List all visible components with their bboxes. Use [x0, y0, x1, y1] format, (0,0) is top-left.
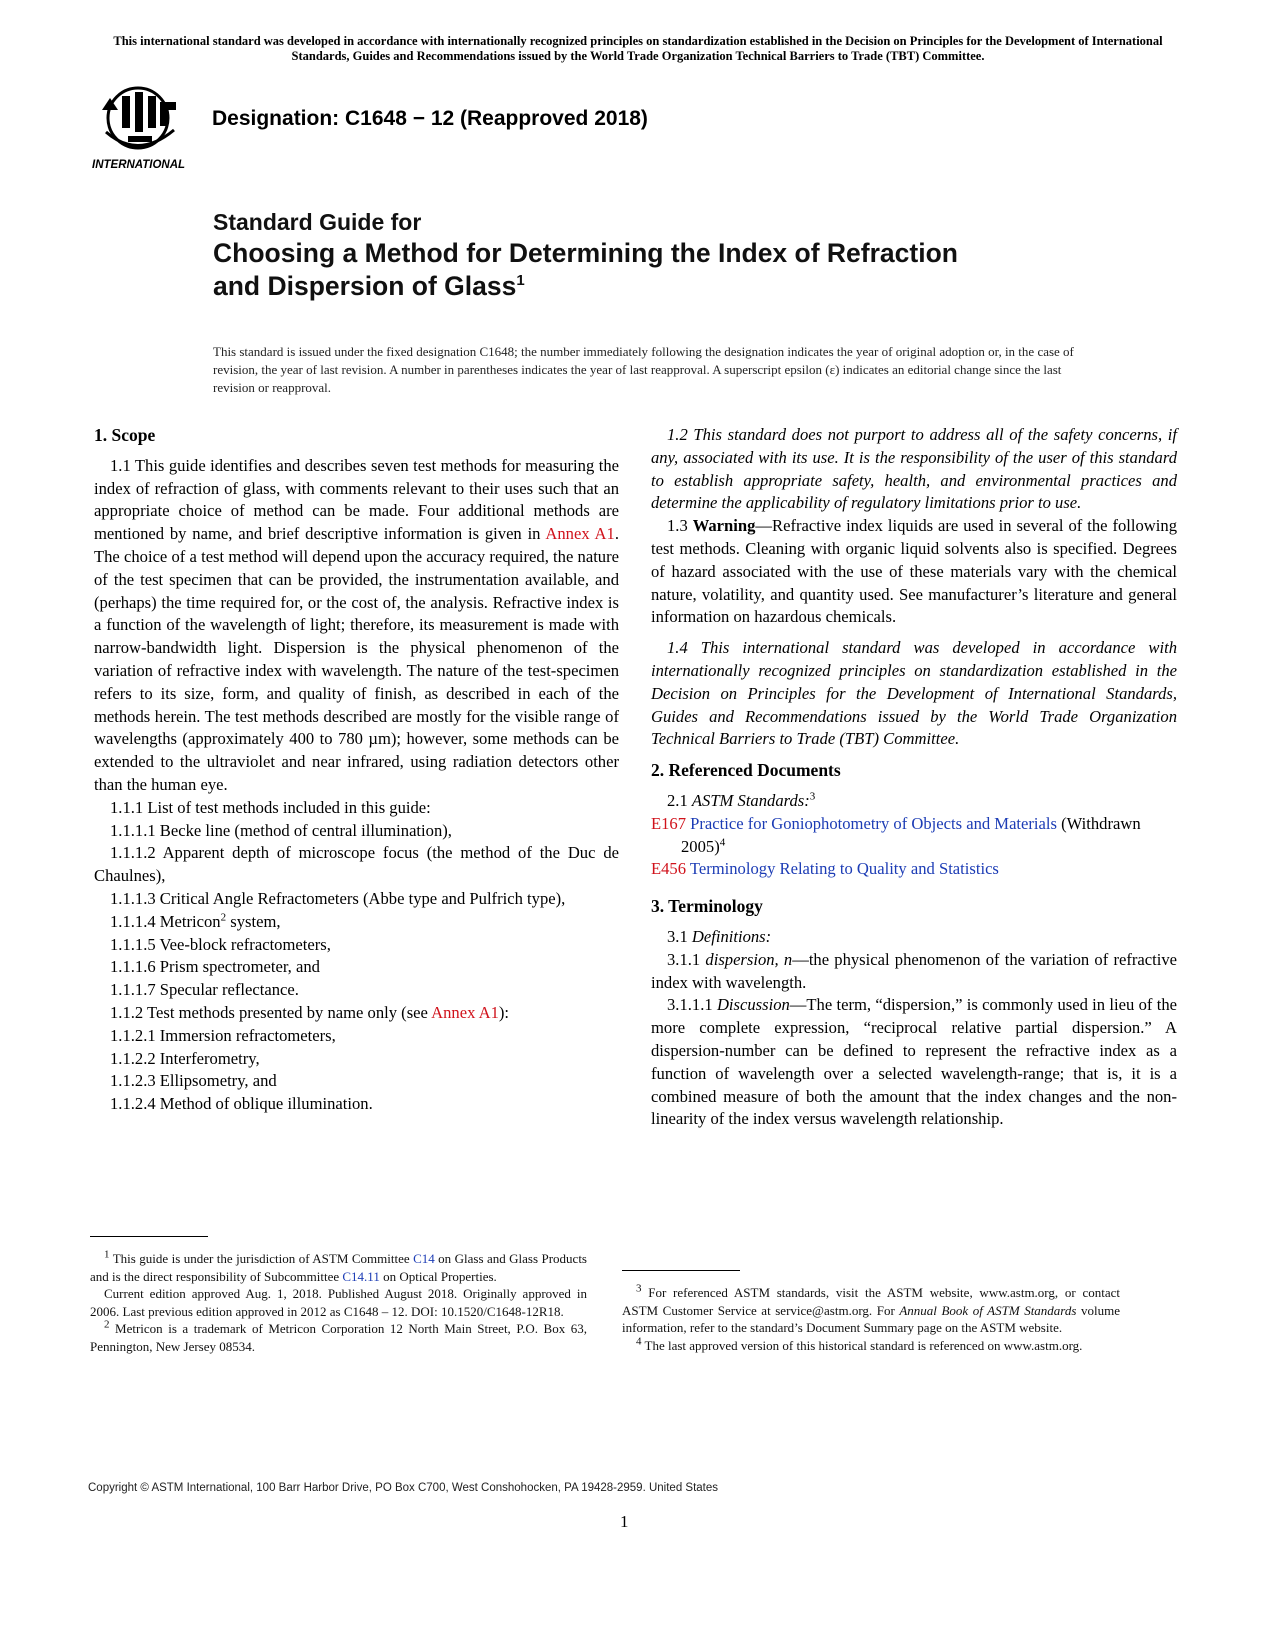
item-1-1-1-1: 1.1.1.1 Becke line (method of central illumination), [110, 820, 452, 840]
c14-link[interactable]: C14 [413, 1251, 435, 1266]
footnote-1: $^1$ This guide is under the jurisdiction of ASTM Committee C14 on Glass and Glass Products and is the direct responsibility of Subcommittee C14.11 on Optical Properties. [90, 1248, 587, 1284]
footnote-2: $^2$ Metricon is a trademark of Metricon Corporation 12 North Main Street, P.O. Box 63, Pennington, New Jersey 08534. [90, 1318, 587, 1354]
item-1-1-2-2: 1.1.2.2 Interferometry, [110, 1048, 260, 1068]
item-1-1-2: 1.1.2 Test methods presented by name only (see Annex A1): [110, 1002, 510, 1022]
item-1-1-1-7: 1.1.1.7 Specular reflectance. [110, 980, 299, 1000]
page-number: 1 [620, 1512, 629, 1531]
issuance-statement: This standard is issued under the fixed designation C1648; the number immediately following the designation indicates the year of original adoption or, in the case of revision, the year of last revision. A number in parentheses indicates the year of last reapproval. A superscript epsilon (ε) indicates an editorial change since the last revision or reapproval. [213, 344, 1074, 395]
c14-11-link[interactable]: C14.11 [342, 1268, 380, 1284]
paragraph-2-1: 2.1 ASTM Standards:$^3$ [667, 790, 816, 810]
left-column [94, 424, 619, 1116]
svg-text:INTERNATIONAL: INTERNATIONAL [92, 159, 186, 171]
paragraph-1-3: 1.3 Warning—Refractive index liquids are used in several of the following test methods. Cleaning with organic liquid solvents also is specified. Degrees of hazard associated with the use of these materials vary with the chemical nature, volatility, and quantity used. See manufacturer’s literature and general information on hazardous chemicals. [651, 516, 1177, 627]
footnote-3: $^3$ For referenced ASTM standards, visit the ASTM website, www.astm.org, or contact ASTM Customer Service at service@astm.org. For Annual Book of ASTM Standards volume information, refer to the standard’s Document Summary page on the ASTM website. [622, 1282, 1120, 1335]
paragraph-3-1-1: 3.1.1 dispersion, n—the physical phenomenon of the variation of refractive index with wavelength. [651, 949, 1178, 992]
section-1-heading: 1. Scope [94, 425, 156, 445]
item-1-1-1-5: 1.1.1.5 Vee-block refractometers, [110, 934, 331, 954]
item-1-1-1-4: 1.1.1.4 Metricon$^2$ system, [110, 911, 281, 931]
paragraph-3-1-1-1: 3.1.1.1 Discussion—The term, “dispersion,” is commonly used in lieu of the more complete expression, “reciprocal relative partial dispersion.” A dispersion-number can be defined to represent the refractive index as a function of wavelength over a selected wavelength-range; that is, it is a combined measure of both the amount that the index changes and the non-linearity of the index versus wavelength relationship. [651, 995, 1177, 1129]
item-1-1-1-6: 1.1.1.6 Prism spectrometer, and [110, 957, 320, 977]
footnote-divider-left [90, 1236, 208, 1237]
title-line-1: Standard Guide for [213, 209, 422, 235]
right-column [651, 424, 1177, 1131]
warning-label: Warning [692, 516, 756, 536]
footnote-4: $^4$ The last approved version of this historical standard is referenced on www.astm.org. [636, 1335, 1083, 1353]
section-3-heading: 3. Terminology [651, 896, 763, 917]
item-1-1-1-3: 1.1.1.3 Critical Angle Refractometers (Abbe type and Pulfrich type), [110, 888, 566, 908]
wto-notice: This international standard was developed in accordance with internationally recognized principles on standardization established in the Decision on Principles for the Development of International Standards, Guides and Recommendations issued by the World Trade Organization Technical Barriers to Trade (TBT) Committee. [113, 34, 1163, 63]
footnotes-left [90, 1250, 587, 1355]
item-1-1-2-3: 1.1.2.3 Ellipsometry, and [110, 1071, 277, 1091]
footnote-3-ref[interactable]: 3 [809, 790, 816, 803]
annex-a1-link-2[interactable]: Annex A1 [431, 1002, 499, 1022]
item-1-1-2-1: 1.1.2.1 Immersion refractometers, [110, 1025, 336, 1045]
designation: Designation: C1648 − 12 (Reapproved 2018) [212, 107, 648, 130]
copyright: Copyright © ASTM International, 100 Barr Harbor Drive, PO Box C700, West Conshohocken, PA 19428-2959. United States [88, 1482, 719, 1494]
paragraph-1-4: 1.4 This international standard was developed in accordance with internationally recognized principles on standardization established in the Decision on Principles for the Development of International Standards, Guides and Recommendations issued by the World Trade Organization Technical Barriers to Trade (TBT) Committee. [651, 638, 1177, 749]
footnote-2-ref[interactable]: 2 [220, 911, 227, 924]
paragraph-3-1: 3.1 Definitions: [667, 926, 772, 946]
document-title [213, 207, 958, 303]
paragraph-1-2: 1.2 This standard does not purport to address all of the safety concerns, if any, associated with its use. It is the responsibility of the user of this standard to establish appropriate safety, health, and environmental practices and determine the applicability of regulatory limitations prior to use. [651, 425, 1177, 513]
title-footnote-ref[interactable]: 1 [516, 272, 525, 290]
item-1-1-1-2: 1.1.1.2 Apparent depth of microscope focus (the method of the Duc de Chaulnes), [94, 843, 619, 886]
reference-e456[interactable]: E456 Terminology Relating to Quality and Statistics [651, 859, 999, 879]
section-2-heading: 2. Referenced Documents [651, 760, 841, 781]
footnote-divider-right [622, 1270, 740, 1271]
title-line-2: Choosing a Method for Determining the Index of Refraction [213, 238, 958, 268]
item-1-1-2-4: 1.1.2.4 Method of oblique illumination. [110, 1094, 373, 1114]
reference-e167[interactable]: E167 Practice for Goniophotometry of Objects and Materials (Withdrawn 2005)$^4$ [651, 813, 1141, 856]
astm-logo-icon [88, 80, 200, 172]
title-line-3: and Dispersion of Glass$^1$ [213, 271, 525, 301]
item-1-1-1: 1.1.1 List of test methods included in this guide: [110, 797, 431, 817]
astm-logo [88, 80, 200, 172]
paragraph-1-1: 1.1 This guide identifies and describes seven test methods for measuring the index of refraction of glass, with comments relevant to their uses such that an appropriate choice of method can be made. Four additional methods are mentioned by name, and brief descriptive information is given in Annex A1. The choice of a test method will depend upon the accuracy required, the nature of the test specimen that can be provided, the instrumentation available, and (perhaps) the time required for, or the cost of, the analysis. Refractive index is a function of the wavelength of light; therefore, its measurement is made with narrow-bandwidth light. Dispersion is the physical phenomenon of the variation of refractive index with wavelength. The nature of the test-specimen refers to its size, form, and quality of finish, as described in each of the methods herein. The test methods described are mostly for the visible range of wavelengths (approximately 400 to 780 µm); however, some methods can be extended to the ultraviolet and near infrared, using radiation detectors other than the human eye. [94, 455, 619, 794]
footnote-4-ref[interactable]: 4 [719, 836, 726, 849]
footnotes-right [622, 1284, 1120, 1354]
annex-a1-link[interactable]: Annex A1 [545, 524, 615, 544]
footnote-1-edition: Current edition approved Aug. 1, 2018. Published August 2018. Originally approved in 2006. Last previous edition approved in 2012 as C1648 – 12. DOI: 10.1520/C1648-12R18. [90, 1286, 587, 1319]
